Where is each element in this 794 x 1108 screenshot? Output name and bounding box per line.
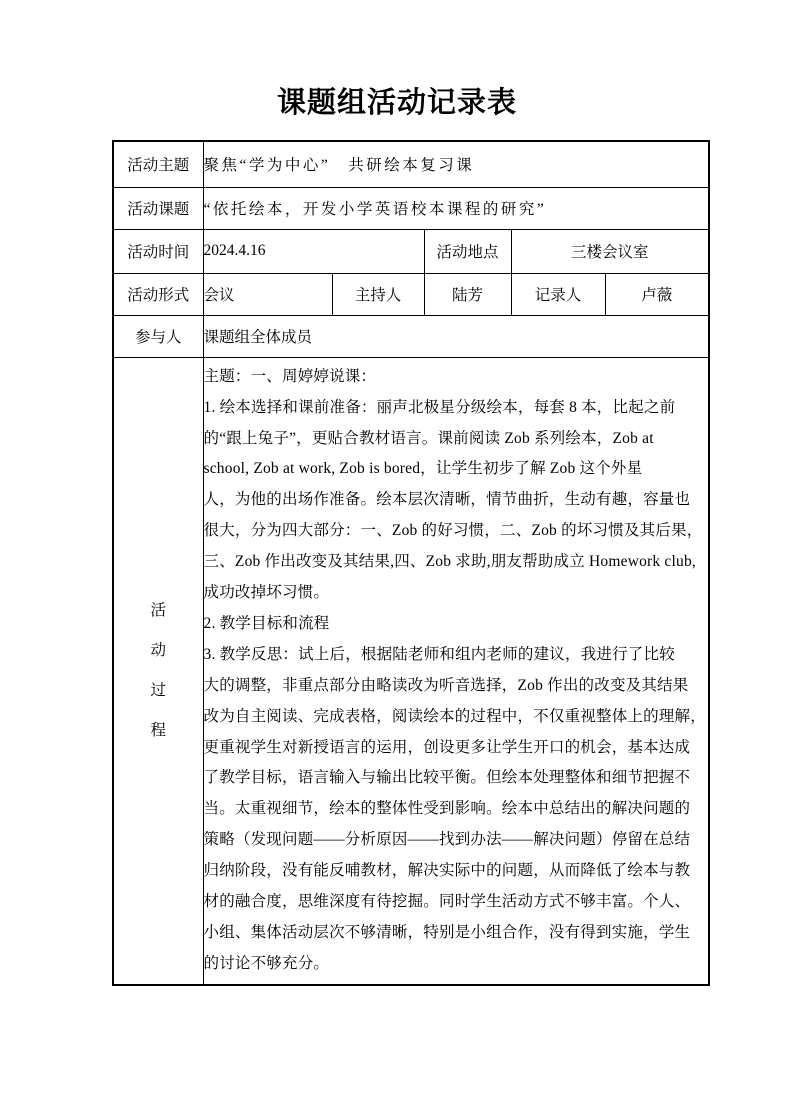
form-label: 活动形式	[113, 273, 203, 315]
process-label-char: 动	[150, 641, 166, 659]
activity-record-table	[112, 140, 710, 986]
process-line: 人，为他的出场作准备。绘本层次清晰，情节曲折，生动有趣，容量也	[203, 491, 691, 509]
process-line: 小组、集体活动层次不够清晰，特别是小组合作，没有得到实施，学生	[203, 924, 691, 941]
process-label-char: 活	[150, 601, 166, 619]
location-label: 活动地点	[424, 229, 511, 273]
location-value: 三楼会议室	[511, 229, 709, 273]
row-form-host-recorder	[113, 273, 709, 315]
process-line: 1. 绘本选择和课前准备：丽声北极星分级绘本，每套 8 本，比起之前	[203, 398, 676, 416]
process-line: 当。太重视细节，绘本的整体性受到影响。绘本中总结出的解决问题的	[203, 800, 691, 818]
process-line: 2. 教学目标和流程	[203, 614, 330, 632]
row-topic	[113, 187, 709, 229]
process-line: 策略（发现问题——分析原因——找到办法——解决问题）停留在总结	[203, 831, 691, 849]
participants-label: 参与人	[113, 315, 203, 357]
process-line: 大的调整，非重点部分由略读改为听音选择，Zob 作出的改变及其结果	[203, 676, 689, 694]
topic-label: 活动课题	[113, 187, 203, 229]
process-line: 材的融合度，思维深度有待挖掘。同时学生活动方式不够丰富。个人、	[203, 893, 691, 911]
process-content	[203, 357, 709, 985]
form-value: 会议	[203, 273, 332, 315]
row-participants	[113, 315, 709, 357]
process-line: 很大，分为四大部分：一、Zob 的好习惯，二、Zob 的坏习惯及其后果，	[203, 522, 703, 540]
host-value: 陆芳	[424, 273, 511, 315]
theme-value: 聚焦“学为中心” 共研绘本复习课	[203, 141, 709, 187]
topic-value: “依托绘本，开发小学英语校本课程的研究”	[203, 187, 709, 229]
process-line: 3. 教学反思：试上后，根据陆老师和组内老师的建议，我进行了比较	[203, 645, 675, 663]
row-process	[113, 357, 709, 985]
recorder-value: 卢薇	[605, 273, 709, 315]
host-label: 主持人	[332, 273, 424, 315]
time-label: 活动时间	[113, 229, 203, 273]
process-label-char: 过	[150, 681, 166, 699]
row-theme	[113, 141, 709, 187]
recorder-label: 记录人	[511, 273, 605, 315]
process-line: 归纳阶段，没有能反哺教材，解决实际中的问题，从而降低了绘本与教	[203, 862, 691, 880]
process-line: school, Zob at work, Zob is bored，让学生初步了解 Zob 这个外星	[203, 460, 643, 478]
process-label-char: 程	[150, 721, 166, 739]
process-label	[113, 357, 203, 985]
time-value: 2024.4.16	[203, 229, 424, 273]
process-label-vertical	[114, 591, 203, 751]
theme-label: 活动主题	[113, 141, 203, 187]
process-line: 的“跟上兔子”，更贴合教材语言。课前阅读 Zob 系列绘本，Zob at	[203, 429, 654, 447]
process-line: 三、Zob 作出改变及其结果,四、Zob 求助,朋友帮助成立 Homework club,	[203, 553, 696, 571]
process-line: 成功改掉坏习惯。	[203, 584, 330, 602]
process-line: 改为自主阅读、完成表格，阅读绘本的过程中，不仅重视整体上的理解，	[203, 707, 706, 725]
process-line: 更重视学生对新授语言的运用，创设更多让学生开口的机会，基本达成	[203, 738, 691, 756]
page-title: 课题组活动记录表	[276, 87, 517, 119]
process-line: 的讨论不够充分。	[203, 954, 330, 972]
process-line: 了教学目标，语言输入与输出比较平衡。但绘本处理整体和细节把握不	[203, 769, 691, 787]
row-time-location	[113, 229, 709, 273]
participants-value: 课题组全体成员	[203, 315, 709, 357]
process-line: 主题：一、周婷婷说课：	[203, 367, 377, 385]
